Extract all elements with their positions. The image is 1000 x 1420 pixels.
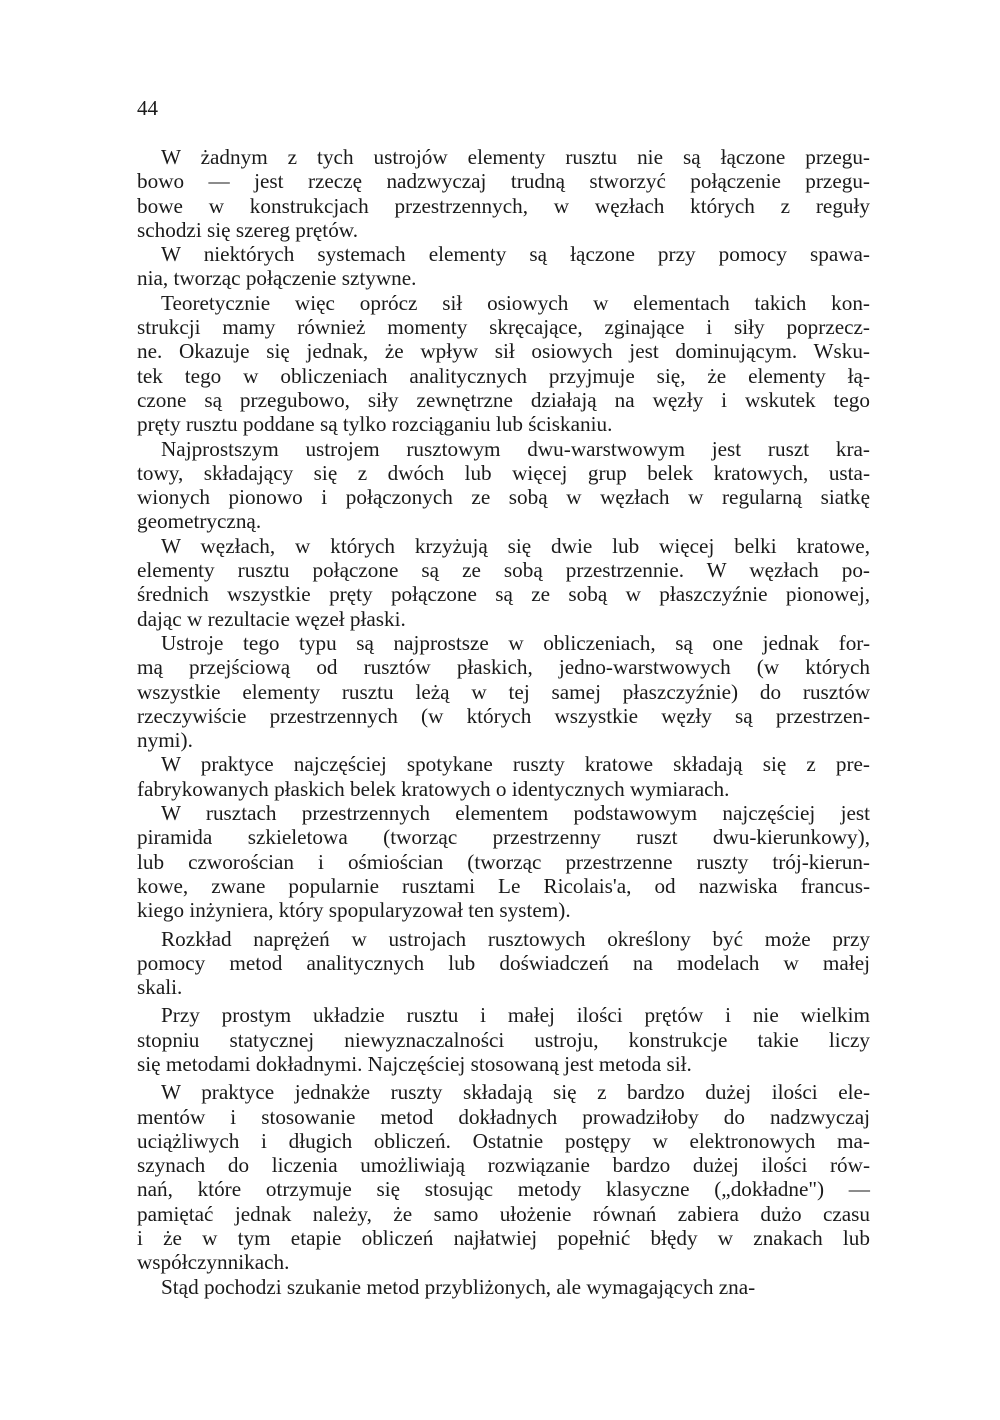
text-line: pamiętać jednak należy, że samo ułożenie równań zabiera dużo czasu <box>137 1201 870 1226</box>
text-line: Stąd pochodzi szukanie metod przybliżonych, ale wymagających zna- <box>161 1274 756 1299</box>
text-line: Teoretycznie więc oprócz sił osiowych w elementach takich kon- <box>161 290 870 315</box>
text-line: mentów i stosowanie metod dokładnych prowadziłoby do nadzwyczaj <box>137 1104 870 1129</box>
text-line: W żadnym z tych ustrojów elementy rusztu nie są łączone przegu- <box>161 145 870 169</box>
text-line: W praktyce najczęściej spotykane ruszty kratowe składają się z pre- <box>161 752 870 777</box>
text-line: stopniu statycznej niewyznaczalności ustroju, konstrukcje takie liczy <box>137 1027 870 1052</box>
paragraph <box>137 631 870 752</box>
text-line: Rozkład naprężeń w ustrojach rusztowych określony być może przy <box>161 926 870 951</box>
text-line: Ustroje tego typu są najprostsze w obliczeniach, są one jednak for- <box>161 630 870 655</box>
text-line: bowe w konstrukcjach przestrzennych, w węzłach których z reguły <box>137 193 870 218</box>
text-line: bowo — jest rzeczę nadzwyczaj trudną stworzyć połączenie przegu- <box>137 169 870 194</box>
text-line: pomocy metod analitycznych lub doświadczeń na modelach w małej <box>137 950 870 975</box>
page-number: 44 <box>137 96 158 120</box>
text-line: czone są przegubowo, siły zewnętrzne działają na węzły i wskutek tego <box>137 387 870 412</box>
text-line: nia, tworząc połączenie sztywne. <box>137 266 417 291</box>
paragraph <box>137 1080 870 1274</box>
text-line: dając w rezultacie węzeł płaski. <box>137 606 406 631</box>
text-line: skali. <box>137 975 183 1000</box>
text-line: i że w tym etapie obliczeń najłatwiej popełnić błędy w znakach lub <box>137 1226 870 1251</box>
text-line: pręty rusztu poddane są tylko rozciąganiu lub ściskaniu. <box>137 412 613 437</box>
text-line: lub czworościan i ośmiościan (tworząc przestrzenne ruszty trój-kierun- <box>137 849 870 874</box>
text-line: wszystkie elementy rusztu leżą w tej samej płaszczyźnie) do rusztów <box>137 679 870 704</box>
text-line: piramida szkieletowa (tworząc przestrzenny ruszt dwu-kierunkowy), <box>137 825 870 850</box>
text-line: geometryczną. <box>137 509 262 534</box>
text-line: nymi). <box>137 728 193 753</box>
body-text <box>137 145 870 1299</box>
paragraph <box>137 534 870 631</box>
text-line: W węzłach, w których krzyżują się dwie lub więcej belki kratowe, <box>161 533 870 558</box>
paragraph <box>137 437 870 534</box>
text-line: się metodami dokładnymi. Najczęściej stosowaną jest metoda sił. <box>137 1051 692 1076</box>
text-line: uciążliwych i długich obliczeń. Ostatnie postępy w elektronowych ma- <box>137 1128 870 1153</box>
text-line: kowe, zwane popularnie rusztami Le Ricolais'a, od nazwiska francus- <box>137 873 870 898</box>
text-line: Przy prostym układzie rusztu i małej ilości prętów i nie wielkim <box>161 1003 870 1028</box>
text-line: nań, które otrzymuje się stosując metody klasyczne („dokładne") — <box>137 1177 870 1202</box>
text-line: kiego inżyniera, który spopularyzował ten system). <box>137 898 571 923</box>
text-line: wionych pionowo i połączonych ze sobą w węzłach w regularną siatkę <box>137 485 870 510</box>
text-line: strukcji mamy również momenty skręcające, zginające i siły poprzecz- <box>137 315 870 340</box>
text-line: Najprostszym ustrojem rusztowym dwu-warstwowym jest ruszt kra- <box>161 436 870 461</box>
paragraph <box>137 752 870 801</box>
paragraph <box>137 1275 870 1299</box>
text-line: mą przejściową od rusztów płaskich, jedno-warstwowych (w których <box>137 655 870 680</box>
text-line: schodzi się szereg prętów. <box>137 217 359 242</box>
text-line: ne. Okazuje się jednak, że wpływ sił osiowych jest dominującym. Wsku- <box>137 339 870 364</box>
text-line: szynach do liczenia umożliwiają rozwiązanie bardzo dużej ilości rów- <box>137 1153 870 1178</box>
paragraph <box>137 927 870 1000</box>
text-line: W niektórych systemach elementy są łączone przy pomocy spawa- <box>161 242 870 267</box>
paragraph <box>137 145 870 242</box>
text-line: elementy rusztu połączone są ze sobą przestrzennie. W węzłach po- <box>137 558 870 583</box>
text-line: W praktyce jednakże ruszty składają się z bardzo dużej ilości ele- <box>161 1080 870 1105</box>
paragraph <box>137 1003 870 1076</box>
text-line: rzeczywiście przestrzennych (w których wszystkie węzły są przestrzen- <box>137 703 870 728</box>
paragraph <box>137 801 870 922</box>
paragraph <box>137 242 870 291</box>
text-line: fabrykowanych płaskich belek kratowych o identycznych wymiarach. <box>137 776 730 801</box>
text-line: tek tego w obliczeniach analitycznych przyjmuje się, że elementy łą- <box>137 363 870 388</box>
text-line: towy, składający się z dwóch lub więcej grup belek kratowych, usta- <box>137 460 870 485</box>
text-line: średnich wszystkie pręty połączone są ze sobą w płaszczyźnie pionowej, <box>137 582 870 607</box>
paragraph <box>137 291 870 437</box>
text-line: W rusztach przestrzennych elementem podstawowym najczęściej jest <box>161 801 870 826</box>
text-line: współczynnikach. <box>137 1250 290 1275</box>
